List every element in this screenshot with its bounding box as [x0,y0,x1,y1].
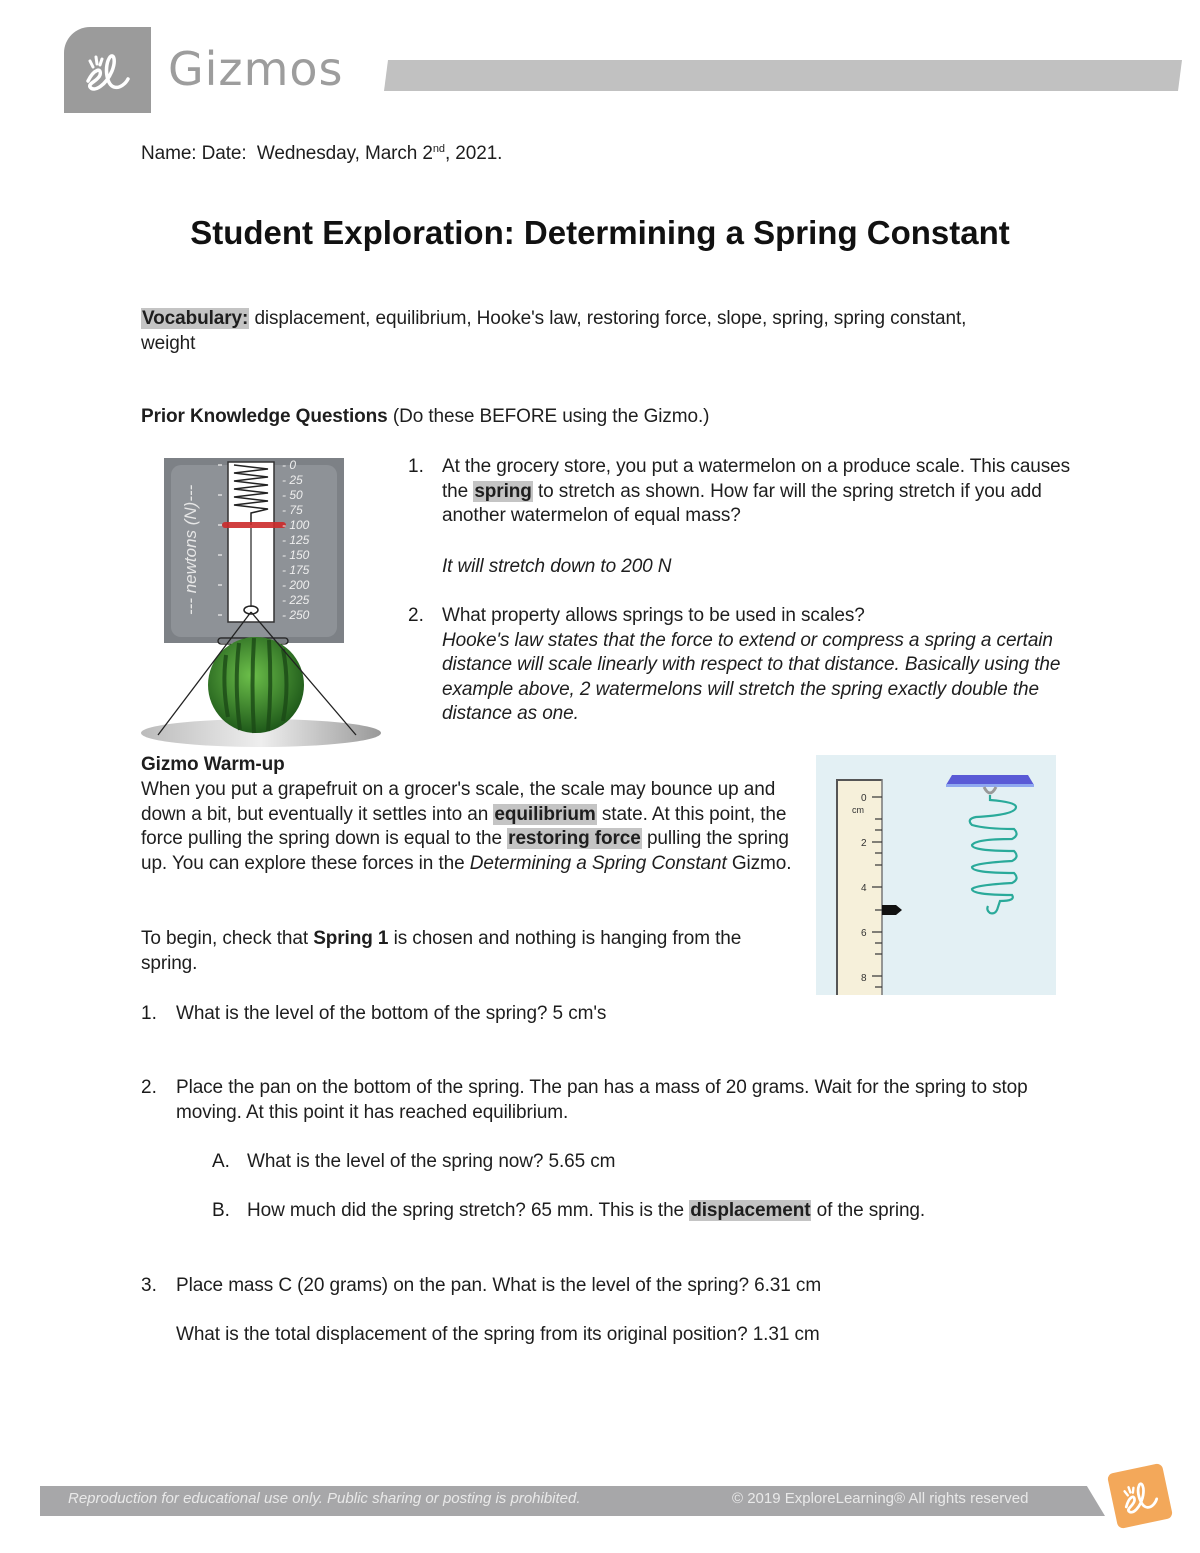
prior-q2 [442,604,1072,727]
svg-text:- 175: - 175 [282,563,310,577]
q1-text-before: At the grocery store, you put a watermelon on a produce scale. This causes the [442,456,1071,502]
footer-notice: Reproduction for educational use only. Public sharing or posting is prohibited. [68,1490,581,1507]
svg-text:- 100: - 100 [282,518,310,532]
q1-highlight-spring: spring [474,480,532,502]
gizmo-name: Determining a Spring Constant [469,852,727,874]
svg-text:- 25: - 25 [282,473,303,487]
warm-text-b: state. At this point, the force pulling the spring down is equal to the [141,803,787,849]
highlight-displacement: displacement [690,1200,811,1221]
date-suffix: nd [432,143,445,155]
footer-copyright: © 2019 ExploreLearning® All rights reserved [732,1490,1029,1507]
footer-el-logo [1107,1463,1173,1529]
prior-q1-text [442,455,1072,529]
svg-text:0: 0 [861,793,867,804]
vocabulary-label: Vocabulary: [142,308,249,329]
el-logo-icon [80,47,136,95]
warm-q2b[interactable] [247,1199,925,1224]
warm-q3-followup[interactable]: What is the total displacement of the spring from its original position? 1.31 cm [176,1324,820,1345]
warm-q2b-text-a: How much did the spring stretch? 65 mm. This is the [247,1200,685,1221]
svg-text:- 250: - 250 [282,608,310,622]
vocabulary-terms: displacement, equilibrium, Hooke's law, restoring force, slope, spring, spring constant, weight [141,308,967,354]
date-value: Wednesday, March 2 [256,143,433,164]
begin-text-a: To begin, check that [141,928,308,949]
name-date-line [141,142,502,167]
svg-text:- 0: - 0 [282,458,297,472]
svg-text:8: 8 [861,973,867,984]
svg-text:6: 6 [861,928,867,939]
warm-q1-number: 1. [141,1003,157,1024]
begin-instruction [141,927,761,976]
brand-name: Gizmos [168,42,344,96]
svg-text:4: 4 [861,883,867,894]
prior-q2-answer[interactable]: Hooke's law states that the force to extend or compress a spring a certain distance will scale linearly with respect to that distance. Basically using the example above, 2 watermelons will stretch the spring exactly double the distance as one. [442,629,1061,724]
page-title: Student Exploration: Determining a Spring Constant [190,214,1010,251]
prior-knowledge-heading [141,405,709,430]
spring-1-label: Spring 1 [313,928,389,949]
svg-text:- 150: - 150 [282,548,310,562]
explorelearning-logo [64,27,151,113]
prior-q1-answer[interactable]: It will stretch down to 200 N [442,556,672,577]
warm-q2-text: Place the pan on the bottom of the spring. The pan has a mass of 20 grams. Wait for the spring to stop moving. At this point it has reached equilibrium. [176,1077,1028,1123]
warm-q1-text[interactable]: What is the level of the bottom of the spring? 5 cm's [176,1003,607,1024]
warm-q3-text[interactable]: Place mass C (20 grams) on the pan. What is the level of the spring? 6.31 cm [176,1275,822,1296]
svg-text:- 200: - 200 [282,578,310,592]
highlight-restoring-force: restoring force [508,828,641,849]
warm-up-heading: Gizmo Warm-up [141,754,285,775]
warm-up-paragraph [141,778,801,876]
warm-q2-number: 2. [141,1077,157,1098]
prior-heading-text: Prior Knowledge Questions [141,406,388,427]
svg-text:--- newtons (N)---: --- newtons (N)--- [181,484,200,615]
prior-q2-number: 2. [408,605,424,626]
warm-text-d: Gizmo. [731,852,792,874]
q1-text-after: to stretch as shown. How far will the spring stretch if you add another watermelon of equal mass? [442,480,1042,526]
warm-q2b-text-b: of the spring. [816,1200,926,1221]
header-bar [384,60,1182,91]
spring-gizmo-figure [816,755,1056,995]
warm-q2b-letter: B. [212,1200,230,1221]
date-year: , 2021. [444,143,503,164]
el-logo-icon [1114,1470,1166,1522]
warm-q2a-letter: A. [212,1151,230,1172]
svg-text:- 125: - 125 [282,533,310,547]
svg-text:- 75: - 75 [282,503,303,517]
svg-text:- 50: - 50 [282,488,303,502]
prior-q2-text: What property allows springs to be used in scales? [442,605,865,626]
warm-text-a: When you put a grapefruit on a grocer's scale, the scale may bounce up and down a bit, but eventually it settles into an [141,779,776,825]
prior-heading-note: (Do these BEFORE using the Gizmo.) [392,406,710,427]
name-date-label: Name: Date: [141,143,247,164]
prior-q1-number: 1. [408,456,424,477]
warm-text-c: pulling the spring up. You can explore these forces in the [141,828,789,874]
highlight-equilibrium: equilibrium [494,803,596,825]
svg-text:cm: cm [852,805,864,815]
produce-scale-figure [136,455,386,750]
vocabulary [141,307,1021,356]
warm-q3-number: 3. [141,1275,157,1296]
svg-text:2: 2 [861,838,867,849]
svg-text:- 225: - 225 [282,593,310,607]
warm-q2a-text[interactable]: What is the level of the spring now? 5.65 cm [247,1151,616,1172]
begin-text-b: is chosen and nothing is hanging from the spring. [141,928,742,974]
